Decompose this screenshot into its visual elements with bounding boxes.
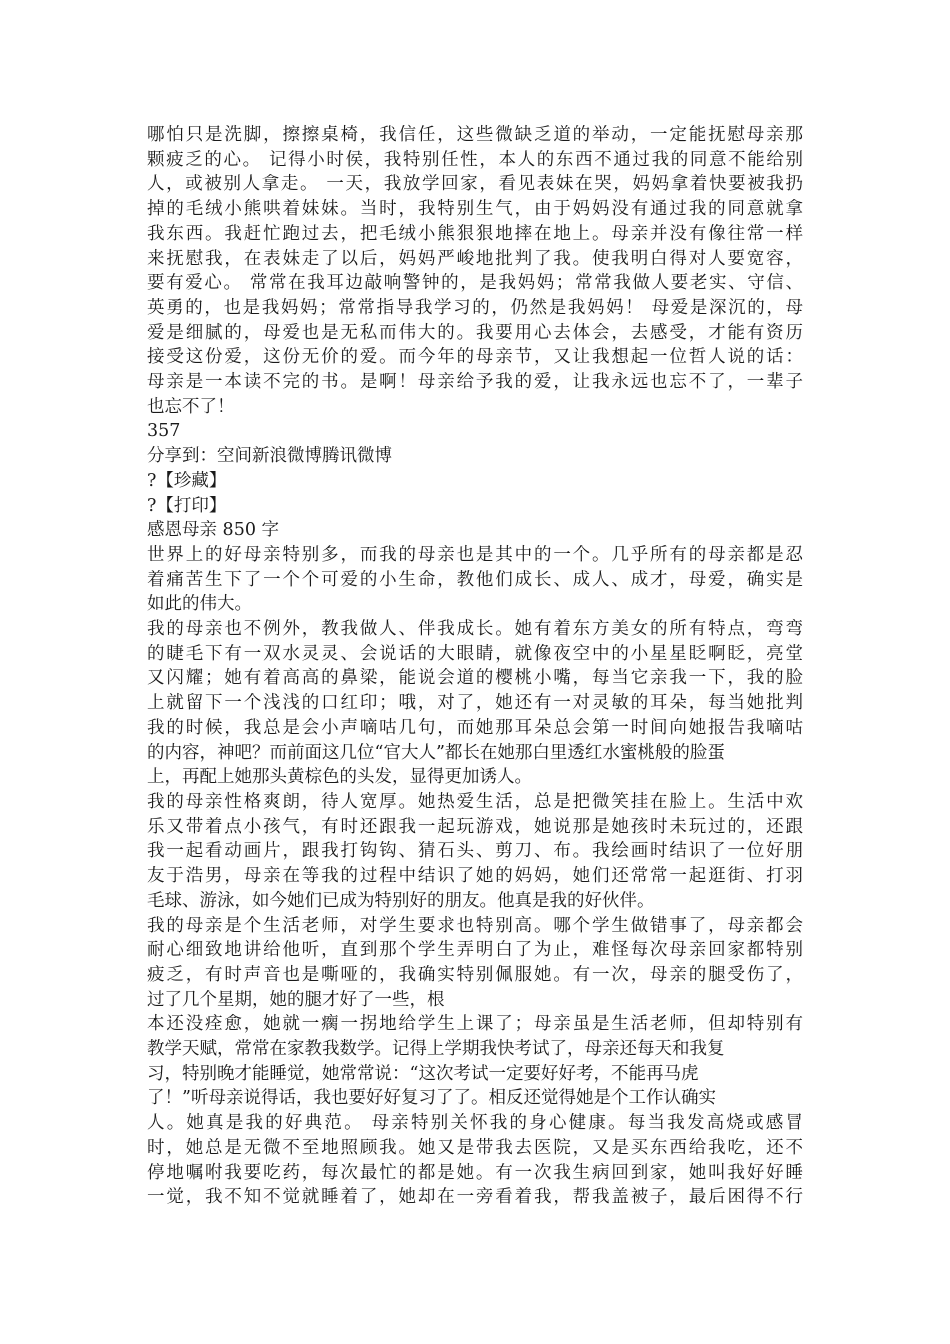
share-links[interactable]: 分享到：空间新浪微博腾讯微博 <box>147 446 392 467</box>
text-line: 如此的伟大。 <box>147 594 252 615</box>
text-line: 乐又带着点小孩气，有时还跟我一起玩游戏，她说那是她孩时未玩过的，还跟 <box>147 816 803 837</box>
text-line: 颗疲乏的心。 记得小时侯，我特别任性，本人的东西不通过我的同意不能给别 <box>147 149 803 170</box>
text-line: 停地嘱咐我要吃药，每次最忙的都是她。有一次我生病回到家，她叫我好好睡 <box>147 1162 803 1183</box>
essay2-paragraph-5 <box>147 1012 803 1210</box>
document-body <box>147 123 803 1210</box>
text-line: 着痛苦生下了一个个可爱的小生命，教他们成长、成人、成才，母爱，确实是 <box>147 569 803 590</box>
essay2-paragraph-4 <box>147 914 803 1013</box>
text-line: 接受这份爱，这份无价的爱。而今年的母亲节，又让我想起一位哲人说的话： <box>147 347 803 368</box>
text-line: 教学天赋，常常在家教我数学。记得上学期我快考试了，母亲还每天和我复 <box>147 1039 725 1060</box>
text-line: 本还没痊愈，她就一瘸一拐地给学生上课了；母亲虽是生活老师，但却特别有 <box>147 1014 803 1035</box>
text-line: 我东西。我赶忙跑过去，把毛绒小熊狠狠地摔在地上。母亲并没有像往常一样 <box>147 223 803 244</box>
text-line: 要有爱心。 常常在我耳边敲响警钟的，是我妈妈；常常我做人要老实、守信、 <box>147 273 803 294</box>
text-line: 人，或被别人拿走。 一天，我放学回家，看见表妹在哭，妈妈拿着快要被我扔 <box>147 174 803 195</box>
text-line: 我一起看动画片，跟我打钩钩、猜石头、剪刀、布。我绘画时结识了一位好朋 <box>147 841 803 862</box>
print-link[interactable]: ?【打印】 <box>147 495 227 516</box>
text-line: 的内容，神吧？而前面这几位“官大人”都长在她那白里透红水蜜桃般的脸蛋 <box>147 742 725 763</box>
essay2-paragraph-2 <box>147 617 803 790</box>
text-line: 又闪耀；她有着高高的鼻梁，能说会道的樱桃小嘴，每当它亲我一下，我的脸 <box>147 668 803 689</box>
text-line: 来抚慰我，在表妹走了以后，妈妈严峻地批判了我。使我明白得对人要宽容， <box>147 248 803 269</box>
text-line: 哪怕只是洗脚，擦擦桌椅，我信任，这些微缺乏道的举动，一定能抚慰母亲那 <box>147 125 803 145</box>
text-line: 母亲是一本读不完的书。是啊！母亲给予我的爱，让我永远也忘不了，一辈子 <box>147 372 803 393</box>
text-line: 耐心细致地讲给他听，直到那个学生弄明白了为止，难怪每次母亲回家都特别 <box>147 940 803 961</box>
favorite-link[interactable]: ?【珍藏】 <box>147 470 227 491</box>
essay1-paragraph <box>147 123 803 419</box>
text-line: 我的时候，我总是会小声嘀咕几句，而她那耳朵总会第一时间向她报告我嘀咕 <box>147 717 803 738</box>
view-count: 357 <box>147 421 181 442</box>
text-line: 的睫毛下有一双水灵灵、会说话的大眼睛，就像夜空中的小星星眨啊眨，亮堂 <box>147 643 803 664</box>
essay2-paragraph-1 <box>147 543 803 617</box>
text-line: 了！”听母亲说得话，我也要好好复习了了。相反还觉得她是个工作认确实 <box>147 1088 716 1109</box>
text-line: 毛球、游泳，如今她们已成为特别好的朋友。他真是我的好伙伴。 <box>147 890 655 911</box>
text-line: 疲乏，有时声音也是嘶哑的，我确实特别佩服她。有一次，母亲的腿受伤了， <box>147 964 803 985</box>
text-line: 世界上的好母亲特别多，而我的母亲也是其中的一个。几乎所有的母亲都是忍 <box>147 544 803 565</box>
text-line: 英勇的，也是我妈妈；常常指导我学习的，仍然是我妈妈！ 母爱是深沉的，母 <box>147 297 803 318</box>
essay-title: 感恩母亲 850 字 <box>147 520 280 541</box>
text-line: 掉的毛绒小熊哄着妹妹。当时，我特别生气，由于妈妈没有通过我的同意就拿 <box>147 199 803 220</box>
essay2-paragraph-3 <box>147 790 803 914</box>
text-line: 时，她总是无微不至地照顾我。她又是带我去医院，又是买东西给我吃，还不 <box>147 1137 803 1158</box>
text-line: 上，再配上她那头黄棕色的头发，显得更加诱人。 <box>147 767 532 788</box>
text-line: 我的母亲是个生活老师，对学生要求也特别高。哪个学生做错事了，母亲都会 <box>147 915 803 936</box>
text-line: 我的母亲也不例外，教我做人、伴我成长。她有着东方美女的所有特点，弯弯 <box>147 619 803 640</box>
text-line: 也忘不了！ <box>147 396 235 417</box>
text-line: 一觉，我不知不觉就睡着了，她却在一旁看着我，帮我盖被子，最后困得不行 <box>147 1187 803 1208</box>
text-line: 上就留下一个浅浅的口红印；哦，对了，她还有一对灵敏的耳朵，每当她批判 <box>147 693 803 714</box>
text-line: 爱是细腻的，母爱也是无私而伟大的。我要用心去体会，去感受，才能有资历 <box>147 322 803 343</box>
text-line: 习，特别晚才能睡觉，她常常说：“这次考试一定要好好考，不能再马虎 <box>147 1063 699 1084</box>
text-line: 人。她真是我的好典范。 母亲特别关怀我的身心健康。每当我发高烧或感冒 <box>147 1113 803 1134</box>
text-line: 我的母亲性格爽朗，待人宽厚。她热爱生活，总是把微笑挂在脸上。生活中欢 <box>147 791 803 812</box>
text-line: 友于浩男，母亲在等我的过程中结识了她的妈妈，她们还常常一起逛街、打羽 <box>147 866 803 887</box>
text-line: 过了几个星期，她的腿才好了一些，根 <box>147 989 445 1010</box>
